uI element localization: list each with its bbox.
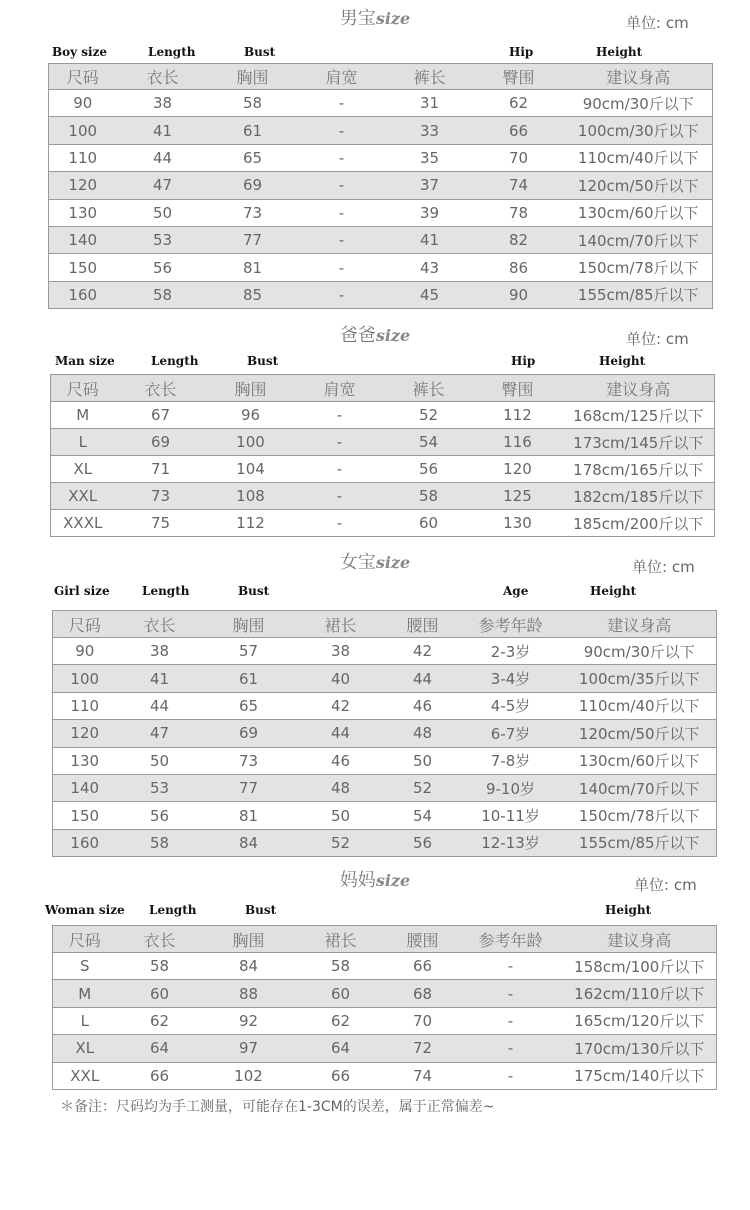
table-cell: 41 [117, 665, 203, 692]
table-cell: 4-5岁 [459, 692, 563, 719]
woman-size-table [52, 925, 717, 1090]
table-cell: 57 [203, 638, 295, 665]
table-cell: - [295, 456, 385, 483]
table-cell: 44 [295, 720, 387, 747]
column-header: 胸围 [203, 926, 295, 953]
table-cell: 71 [115, 456, 207, 483]
table-cell: 77 [209, 226, 297, 253]
column-header: 胸围 [203, 611, 295, 638]
table-cell: - [459, 980, 563, 1007]
table-row [51, 402, 715, 429]
table-cell: XXL [51, 483, 115, 510]
table-cell: - [297, 144, 387, 171]
table-cell: 53 [117, 774, 203, 801]
table-cell: 46 [295, 747, 387, 774]
boy-label-length: Length [148, 45, 196, 59]
man-unit: 单位: cm [626, 330, 689, 348]
table-cell: 6-7岁 [459, 720, 563, 747]
table-cell: 73 [203, 747, 295, 774]
table-cell: 150cm/78斤以下 [565, 254, 713, 281]
table-cell: 66 [295, 1062, 387, 1089]
table-cell: 120 [473, 456, 563, 483]
table-cell: 182cm/185斤以下 [563, 483, 715, 510]
table-cell: 110 [53, 692, 117, 719]
table-cell: 110cm/40斤以下 [563, 692, 717, 719]
table-cell: 185cm/200斤以下 [563, 510, 715, 537]
table-cell: 86 [473, 254, 565, 281]
table-cell: 74 [473, 172, 565, 199]
table-cell: 130 [49, 199, 117, 226]
table-cell: 46 [387, 692, 459, 719]
table-cell: XXXL [51, 510, 115, 537]
table-cell: 58 [385, 483, 473, 510]
table-row [53, 1007, 717, 1034]
table-cell: 96 [207, 402, 295, 429]
girl-label-length: Length [142, 584, 190, 598]
table-cell: 9-10岁 [459, 774, 563, 801]
table-cell: 38 [295, 638, 387, 665]
table-cell: 150 [53, 802, 117, 829]
table-cell: 62 [117, 1007, 203, 1034]
table-row [53, 747, 717, 774]
table-cell: 110cm/40斤以下 [565, 144, 713, 171]
table-cell: 52 [387, 774, 459, 801]
table-cell: 120cm/50斤以下 [565, 172, 713, 199]
table-cell: 81 [203, 802, 295, 829]
table-row [53, 953, 717, 980]
table-row [53, 829, 717, 856]
table-cell: 58 [209, 90, 297, 117]
table-row [53, 802, 717, 829]
table-cell: - [297, 172, 387, 199]
girl-label-size: Girl size [54, 584, 110, 598]
woman-title-text: 妈妈 [339, 870, 376, 891]
table-row [49, 90, 713, 117]
table-cell: 12-13岁 [459, 829, 563, 856]
table-cell: 175cm/140斤以下 [563, 1062, 717, 1089]
table-cell: - [295, 483, 385, 510]
column-header: 建议身高 [565, 64, 713, 90]
table-cell: 88 [203, 980, 295, 1007]
man-size-table [50, 374, 715, 537]
table-cell: 47 [117, 172, 209, 199]
table-cell: 50 [117, 199, 209, 226]
table-cell: 48 [295, 774, 387, 801]
table-cell: 150 [49, 254, 117, 281]
table-row [49, 281, 713, 308]
column-header: 建议身高 [563, 375, 715, 402]
boy-label-height: Height [596, 45, 643, 59]
table-cell: 73 [115, 483, 207, 510]
table-cell: 2-3岁 [459, 638, 563, 665]
table-cell: 170cm/130斤以下 [563, 1035, 717, 1062]
girl-title-suffix: size [375, 553, 411, 572]
woman-unit: 单位: cm [634, 876, 697, 894]
table-cell: 102 [203, 1062, 295, 1089]
table-cell: 58 [295, 953, 387, 980]
table-cell: - [459, 1035, 563, 1062]
table-cell: 44 [387, 665, 459, 692]
column-header: 臀围 [473, 64, 565, 90]
table-row [53, 1035, 717, 1062]
table-row [53, 720, 717, 747]
table-cell: 75 [115, 510, 207, 537]
table-cell: 69 [115, 429, 207, 456]
table-header-row [53, 611, 717, 638]
boy-label-size: Boy size [52, 45, 108, 59]
table-cell: 56 [117, 802, 203, 829]
table-cell: 92 [203, 1007, 295, 1034]
table-cell: 85 [209, 281, 297, 308]
column-header: 腰围 [387, 611, 459, 638]
table-cell: 74 [387, 1062, 459, 1089]
girl-title-text: 女宝 [339, 552, 376, 573]
table-cell: 58 [117, 281, 209, 308]
table-cell: 130cm/60斤以下 [563, 747, 717, 774]
table-cell: 112 [473, 402, 563, 429]
table-cell: 165cm/120斤以下 [563, 1007, 717, 1034]
table-header-row [51, 375, 715, 402]
table-cell: 116 [473, 429, 563, 456]
woman-label-height: Height [605, 903, 652, 917]
table-cell: 100cm/35斤以下 [563, 665, 717, 692]
table-cell: 65 [203, 692, 295, 719]
table-row [51, 456, 715, 483]
table-row [51, 429, 715, 456]
table-cell: 125 [473, 483, 563, 510]
table-cell: - [297, 90, 387, 117]
table-cell: 56 [385, 456, 473, 483]
table-cell: L [53, 1007, 117, 1034]
column-header: 裤长 [385, 375, 473, 402]
table-cell: 155cm/85斤以下 [563, 829, 717, 856]
table-cell: 56 [387, 829, 459, 856]
table-cell: 66 [387, 953, 459, 980]
column-header: 衣长 [117, 611, 203, 638]
table-cell: - [459, 1007, 563, 1034]
table-cell: 44 [117, 692, 203, 719]
table-cell: 54 [385, 429, 473, 456]
table-cell: 77 [203, 774, 295, 801]
column-header: 裙长 [295, 611, 387, 638]
table-row [53, 692, 717, 719]
girl-label-bust: Bust [238, 584, 270, 598]
table-row [49, 254, 713, 281]
boy-unit: 单位: cm [626, 14, 689, 32]
table-cell: S [53, 953, 117, 980]
table-cell: M [51, 402, 115, 429]
table-cell: 52 [385, 402, 473, 429]
table-cell: 82 [473, 226, 565, 253]
table-cell: 160 [53, 829, 117, 856]
table-cell: 97 [203, 1035, 295, 1062]
table-row [53, 774, 717, 801]
table-cell: 53 [117, 226, 209, 253]
table-cell: 64 [295, 1035, 387, 1062]
man-label-size: Man size [55, 354, 115, 368]
column-header: 尺码 [49, 64, 117, 90]
table-cell: M [53, 980, 117, 1007]
woman-label-size: Woman size [45, 903, 125, 917]
column-header: 腰围 [387, 926, 459, 953]
girl-unit: 单位: cm [632, 558, 695, 576]
table-cell: 10-11岁 [459, 802, 563, 829]
table-cell: 42 [295, 692, 387, 719]
column-header: 衣长 [117, 926, 203, 953]
table-cell: 112 [207, 510, 295, 537]
table-cell: 62 [473, 90, 565, 117]
column-header: 衣长 [115, 375, 207, 402]
man-title-suffix: size [375, 326, 411, 345]
table-cell: 52 [295, 829, 387, 856]
table-row [53, 980, 717, 1007]
table-cell: XXL [53, 1062, 117, 1089]
table-row [51, 483, 715, 510]
boy-label-bust: Bust [244, 45, 276, 59]
table-cell: 140cm/70斤以下 [565, 226, 713, 253]
table-row [51, 510, 715, 537]
table-cell: 90cm/30斤以下 [565, 90, 713, 117]
boy-size-table [48, 63, 713, 309]
column-header: 参考年龄 [459, 926, 563, 953]
table-cell: 38 [117, 638, 203, 665]
table-cell: 84 [203, 829, 295, 856]
column-header: 肩宽 [297, 64, 387, 90]
table-cell: 100 [49, 117, 117, 144]
table-cell: 61 [203, 665, 295, 692]
man-label-hip: Hip [511, 354, 536, 368]
girl-label-height: Height [590, 584, 637, 598]
table-cell: 90 [49, 90, 117, 117]
table-cell: 3-4岁 [459, 665, 563, 692]
table-cell: 44 [117, 144, 209, 171]
table-cell: 68 [387, 980, 459, 1007]
table-cell: 48 [387, 720, 459, 747]
table-cell: 78 [473, 199, 565, 226]
table-cell: 50 [117, 747, 203, 774]
table-cell: 173cm/145斤以下 [563, 429, 715, 456]
man-label-height: Height [599, 354, 646, 368]
table-row [53, 638, 717, 665]
table-cell: 130 [473, 510, 563, 537]
table-cell: 140 [53, 774, 117, 801]
table-cell: 178cm/165斤以下 [563, 456, 715, 483]
column-header: 建议身高 [563, 926, 717, 953]
table-cell: 61 [209, 117, 297, 144]
table-cell: 100 [207, 429, 295, 456]
table-cell: 39 [387, 199, 473, 226]
table-cell: - [297, 281, 387, 308]
table-cell: 66 [473, 117, 565, 144]
man-label-length: Length [151, 354, 199, 368]
boy-label-hip: Hip [509, 45, 534, 59]
table-cell: 69 [209, 172, 297, 199]
table-cell: 40 [295, 665, 387, 692]
table-cell: 50 [387, 747, 459, 774]
table-cell: - [459, 1062, 563, 1089]
table-cell: 110 [49, 144, 117, 171]
table-row [49, 172, 713, 199]
table-cell: 69 [203, 720, 295, 747]
table-cell: - [295, 510, 385, 537]
table-cell: 150cm/78斤以下 [563, 802, 717, 829]
table-cell: 50 [295, 802, 387, 829]
woman-title-suffix: size [375, 871, 411, 890]
table-cell: XL [53, 1035, 117, 1062]
table-cell: 62 [295, 1007, 387, 1034]
table-cell: 108 [207, 483, 295, 510]
table-cell: 72 [387, 1035, 459, 1062]
table-cell: 66 [117, 1062, 203, 1089]
table-cell: 54 [387, 802, 459, 829]
table-cell: 162cm/110斤以下 [563, 980, 717, 1007]
table-cell: 31 [387, 90, 473, 117]
column-header: 裤长 [387, 64, 473, 90]
table-cell: 38 [117, 90, 209, 117]
column-header: 胸围 [207, 375, 295, 402]
table-cell: 60 [385, 510, 473, 537]
table-cell: 45 [387, 281, 473, 308]
table-cell: 104 [207, 456, 295, 483]
footnote: ＊备注：尺码均为手工测量，可能存在1-3CM的误差，属于正常偏差~ [60, 1099, 495, 1115]
woman-label-length: Length [149, 903, 197, 917]
table-cell: 41 [117, 117, 209, 144]
man-label-bust: Bust [247, 354, 279, 368]
column-header: 胸围 [209, 64, 297, 90]
boy-title-suffix: size [375, 9, 411, 28]
table-cell: 120 [49, 172, 117, 199]
table-cell: 158cm/100斤以下 [563, 953, 717, 980]
column-header: 尺码 [51, 375, 115, 402]
table-row [49, 199, 713, 226]
column-header: 裙长 [295, 926, 387, 953]
table-cell: 130cm/60斤以下 [565, 199, 713, 226]
girl-size-table [52, 610, 717, 857]
table-cell: 70 [473, 144, 565, 171]
table-cell: 70 [387, 1007, 459, 1034]
table-cell: 120 [53, 720, 117, 747]
table-cell: 42 [387, 638, 459, 665]
table-cell: 100cm/30斤以下 [565, 117, 713, 144]
column-header: 臀围 [473, 375, 563, 402]
table-cell: 81 [209, 254, 297, 281]
table-cell: - [297, 117, 387, 144]
table-cell: 58 [117, 953, 203, 980]
column-header: 建议身高 [563, 611, 717, 638]
table-cell: 47 [117, 720, 203, 747]
table-cell: 35 [387, 144, 473, 171]
table-cell: - [297, 226, 387, 253]
table-cell: - [459, 953, 563, 980]
table-cell: 130 [53, 747, 117, 774]
table-cell: 90 [53, 638, 117, 665]
table-cell: 120cm/50斤以下 [563, 720, 717, 747]
boy-title-text: 男宝 [339, 8, 376, 29]
table-cell: 168cm/125斤以下 [563, 402, 715, 429]
table-cell: 58 [117, 829, 203, 856]
table-cell: L [51, 429, 115, 456]
column-header: 尺码 [53, 611, 117, 638]
column-header: 肩宽 [295, 375, 385, 402]
table-cell: 73 [209, 199, 297, 226]
column-header: 参考年龄 [459, 611, 563, 638]
table-header-row [53, 926, 717, 953]
table-cell: 90cm/30斤以下 [563, 638, 717, 665]
table-row [49, 117, 713, 144]
table-cell: - [295, 402, 385, 429]
table-row [49, 144, 713, 171]
table-cell: 100 [53, 665, 117, 692]
table-cell: 43 [387, 254, 473, 281]
table-cell: XL [51, 456, 115, 483]
table-cell: 56 [117, 254, 209, 281]
table-cell: 84 [203, 953, 295, 980]
girl-label-age: Age [503, 584, 529, 598]
table-cell: - [297, 199, 387, 226]
table-cell: 140cm/70斤以下 [563, 774, 717, 801]
table-cell: 33 [387, 117, 473, 144]
table-cell: 37 [387, 172, 473, 199]
table-cell: 64 [117, 1035, 203, 1062]
table-cell: 41 [387, 226, 473, 253]
woman-label-bust: Bust [245, 903, 277, 917]
table-cell: - [295, 429, 385, 456]
table-cell: - [297, 254, 387, 281]
table-cell: 67 [115, 402, 207, 429]
table-cell: 90 [473, 281, 565, 308]
table-cell: 60 [117, 980, 203, 1007]
table-row [53, 1062, 717, 1089]
table-cell: 160 [49, 281, 117, 308]
column-header: 尺码 [53, 926, 117, 953]
man-title-text: 爸爸 [339, 325, 376, 346]
table-row [49, 226, 713, 253]
table-cell: 140 [49, 226, 117, 253]
column-header: 衣长 [117, 64, 209, 90]
table-row [53, 665, 717, 692]
table-cell: 155cm/85斤以下 [565, 281, 713, 308]
table-cell: 60 [295, 980, 387, 1007]
table-cell: 7-8岁 [459, 747, 563, 774]
table-cell: 65 [209, 144, 297, 171]
table-header-row [49, 64, 713, 90]
